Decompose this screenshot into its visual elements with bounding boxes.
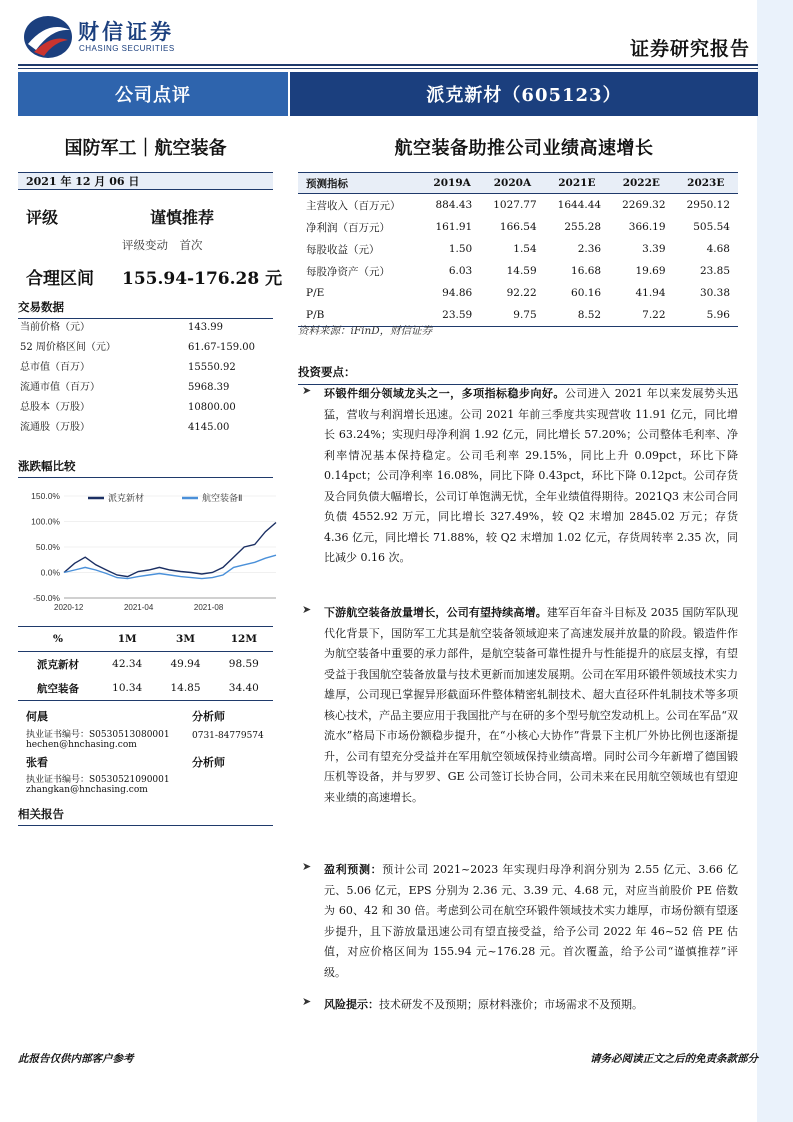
logo-text-en: CHASING SECURITIES [79, 44, 175, 53]
forecast-cell: 166.54 [499, 221, 537, 233]
logo-text-cn: 财信证券 [78, 19, 174, 44]
rating-change: 评级变动 首次 [122, 238, 203, 252]
trade-row-value: 61.67-159.00 [188, 342, 255, 353]
forecast-cell: 2950.12 [686, 199, 730, 211]
bullet-item [298, 860, 738, 983]
forecast-cell: 4.68 [706, 243, 730, 255]
perf-header-12m: 12M [215, 627, 273, 652]
trade-row-label: 流通市值（百万） [20, 382, 100, 393]
forecast-cell: 41.94 [635, 287, 666, 299]
perf-header-pct: % [18, 627, 98, 652]
trade-row [18, 318, 273, 338]
perf-cell: 14.85 [156, 676, 214, 701]
chart-legend-label: 航空装备Ⅱ [202, 494, 243, 504]
chart-series-line-1 [64, 523, 276, 577]
report-date: 2021 年 12 月 06 日 [18, 172, 273, 190]
perf-cell: 42.34 [112, 658, 143, 670]
related-reports-title: 相关报告 [18, 806, 273, 826]
chart-legend-label: 派克新材 [108, 494, 145, 504]
perf-header-1m: 1M [98, 627, 156, 652]
bullet-arrow-icon: ➤ [302, 860, 312, 873]
table-row [298, 238, 738, 260]
forecast-cell: 6.03 [448, 265, 473, 277]
perf-table [18, 626, 273, 701]
logo-emblem-icon [22, 14, 74, 60]
bullet-item [298, 603, 738, 808]
forecast-cell: 366.19 [628, 221, 666, 233]
trade-row-value: 15550.92 [188, 362, 236, 373]
perf-header-3m: 3M [156, 627, 214, 652]
chart-ytick-label: 0.0% [40, 567, 60, 578]
chart-series-line-2 [64, 555, 276, 578]
forecast-cell: 3.39 [642, 243, 666, 255]
target-range-value: 155.94-176.28 元 [122, 269, 283, 289]
table-row [18, 676, 273, 701]
bullet-arrow-icon: ➤ [302, 995, 312, 1008]
trade-row-label: 总股本（万股） [20, 402, 90, 413]
bullet-item [298, 384, 738, 569]
chart-ytick-label: -50.0% [33, 593, 60, 603]
chart-ytick-label: 150.0% [31, 491, 60, 501]
rating-label: 评级 [26, 208, 59, 227]
analyst-email[interactable]: hechen@hnchasing.com [26, 740, 137, 750]
bullet-heading: 盈利预测： [324, 863, 383, 876]
bullet-text: 公司进入 2021 年以来发展势头迅猛，营收与利润增长迅速。公司 2021 年前三季度共实现营收 11.91 亿元，同比增长 63.24%；实现归母净利润 1.92 亿元，同比增长 57.20%；公司整体毛利率、净利率情况基本保持稳定。公司毛利率 29.15%，同比上升 0.09pct，环比下降 0.14pct；公司净利率 16.08%，同比下降 0.43pct，环比下降 0.12pct。公司存货及合同负债大幅增长，公司订单饱满无忧，全年业绩值得期待。2021Q3 末公司合同负债 4552.92 万元，同比增长 327.49%，较 Q2 末增加 2845.02 万元；存货 4.36 亿元，同比增长 71.88%，较 Q2 末增加 1.02 亿元，存货周转率 2.35 次，同比减少 0.16 次。 [324, 387, 738, 564]
perf-cell: 98.59 [228, 658, 259, 670]
forecast-cell: 30.38 [699, 287, 730, 299]
forecast-cell: 7.22 [609, 304, 673, 327]
forecast-header: 预测指标 [298, 173, 424, 194]
target-range-label: 合理区间 [26, 269, 94, 289]
forecast-row-label: 主营收入（百万元） [306, 199, 401, 212]
forecast-cell: 1.54 [513, 243, 537, 255]
perf-row-name: 派克新材 [37, 658, 80, 671]
bullet-text: 技术研发不及预期；原材料涨价；市场需求不及预期。 [379, 998, 643, 1011]
bullet-item [298, 995, 738, 1016]
forecast-row-label: 每股净资产（元） [306, 265, 390, 278]
bullet-heading: 环锻件细分领域龙头之一，多项指标稳步向好。 [324, 387, 565, 400]
rating-value: 谨慎推荐 [150, 208, 215, 227]
trade-row-value: 5968.39 [188, 382, 230, 393]
trade-data-title: 交易数据 [18, 299, 273, 319]
forecast-row-label: 每股收益（元） [306, 243, 380, 256]
perf-compare-title: 涨跌幅比较 [18, 458, 273, 478]
trade-row-label: 当前价格（元） [20, 322, 90, 333]
trade-row-value: 4145.00 [188, 422, 230, 433]
trade-row-label: 流通股（万股） [20, 422, 90, 433]
perf-cell: 49.94 [170, 658, 201, 670]
trade-row [18, 418, 273, 438]
forecast-cell: 19.69 [635, 265, 666, 277]
forecast-cell: 9.75 [480, 304, 544, 327]
report-title: 航空装备助推公司业绩高速增长 [394, 138, 654, 159]
trade-row-value: 143.99 [188, 322, 223, 333]
trade-row [18, 338, 273, 358]
trade-row-value: 10800.00 [188, 402, 236, 413]
forecast-cell: 94.86 [442, 287, 473, 299]
bullet-heading: 下游航空装备放量增长，公司有望持续高增。 [324, 606, 547, 619]
analyst-email[interactable]: zhangkan@hnchasing.com [26, 785, 148, 795]
industry-label: 国防军工｜航空装备 [64, 138, 227, 159]
forecast-header: 2021E [545, 173, 609, 194]
analyst-cert: 执业证书编号：S0530513080001 [26, 730, 170, 740]
trade-row-label: 总市值（百万） [20, 362, 90, 373]
bullet-text: 预计公司 2021~2023 年实现归母净利润分别为 2.55 亿元、3.66 亿元、5.06 亿元，EPS 分别为 2.36 元、3.39 元、4.68 元，对应当前股价 PE 倍数为 60、42 和 30 倍。考虑到公司在航空环锻件领域技术实力雄厚，市场份额有望逐步提升，且下游放量迅速公司有望直接受益，给予公司 2022 年 46~52 倍 PE 估值，对应价格区间为 155.94 元~176.28 元。首次覆盖，给予公司“谨慎推荐”评级。 [324, 863, 739, 979]
analyst-phone: 0731-84779574 [192, 731, 264, 741]
forecast-cell: 23.85 [699, 265, 730, 277]
chart-ytick-label: 50.0% [35, 542, 60, 552]
forecast-row-label: P/B [298, 304, 424, 327]
bullet-arrow-icon: ➤ [302, 384, 312, 397]
forecast-cell: 2.36 [577, 243, 602, 255]
analyst-cert: 执业证书编号：S0530521090001 [26, 775, 170, 785]
forecast-cell: 1.50 [448, 243, 473, 255]
forecast-cell: 884.43 [435, 199, 473, 211]
bullet-heading: 风险提示： [324, 998, 379, 1011]
chart-xtick-label: 2020-12 [54, 603, 84, 612]
forecast-cell: 161.91 [435, 221, 473, 233]
report-type-band: 公司点评 [18, 72, 288, 116]
perf-cell: 34.40 [215, 676, 273, 701]
forecast-header: 2019A [424, 173, 480, 194]
forecast-cell: 5.96 [674, 304, 738, 327]
perf-cell: 10.34 [98, 676, 156, 701]
doc-type: 证券研究报告 [629, 38, 750, 60]
footer-note: 此报告仅供内部客户参考 [18, 1053, 134, 1065]
table-row [298, 282, 738, 304]
forecast-cell: 505.54 [693, 221, 730, 233]
forecast-header: 2020A [480, 173, 544, 194]
forecast-header: 2022E [609, 173, 673, 194]
right-edge-strip [757, 0, 793, 1122]
perf-row-name: 航空装备 [18, 676, 98, 701]
chart-xtick-label: 2021-08 [193, 603, 224, 612]
forecast-cell: 2269.32 [622, 199, 666, 211]
perf-line-chart [18, 484, 280, 614]
forecast-cell: 8.52 [545, 304, 609, 327]
chart-ytick-label: 100.0% [31, 516, 60, 527]
chart-xtick-label: 2021-04 [123, 603, 154, 612]
trade-row [18, 378, 273, 398]
stock-name-band: 派克新材（605123） [290, 72, 758, 116]
analyst-role: 分析师 [192, 710, 225, 723]
table-row [18, 652, 273, 677]
forecast-table [298, 172, 738, 327]
bullet-text: 建军百年奋斗目标及 2035 国防军队现代化背景下，国防军工尤其是航空装备领域迎来了高速发展并放量的阶段。锻造件作为航空装备中重要的承力部件，是航空装备可靠性提升与性能提升的底层支撑，有望受益于我国航空装备放量与技术更新而加速发展期。公司在军用环锻件领域技术实力雄厚，公司现已掌握异形截面环件整体精密轧制技术、超大直径环件轧制技术等多项核心技术，产品主要应用于我国批产与在研的多个型号航空发动机上。公司在军品“双流水”格局下市场份额稳步提升，在“小核心大协作”背景下主机厂外协比例也逐渐提升，公司有望充分受益并在军用航空领域保持业绩高增。同时公司今年新增了德国锻压机等设备，并与罗罗、GE 公司签订长协合同，公司未来在民用航空领域也有望迎来业绩的高速增长。 [324, 606, 738, 804]
forecast-cell: 16.68 [571, 265, 602, 277]
forecast-cell: 1027.77 [493, 199, 537, 211]
forecast-cell: 60.16 [571, 287, 602, 299]
investment-points-title: 投资要点： [298, 364, 738, 385]
analyst-name: 何晨 [26, 710, 48, 723]
forecast-row-label: P/E [306, 287, 325, 299]
header-rule [18, 64, 758, 66]
analyst-role: 分析师 [192, 756, 225, 769]
header-rule-thin [18, 68, 758, 69]
forecast-cell: 14.59 [506, 265, 537, 277]
footer-disclaimer: 请务必阅读正文之后的免责条款部分 [590, 1053, 758, 1065]
forecast-cell: 92.22 [506, 287, 537, 299]
table-row [298, 216, 738, 238]
forecast-cell: 23.59 [424, 304, 480, 327]
trade-row [18, 398, 273, 418]
forecast-cell: 255.28 [564, 221, 602, 233]
table-row [298, 260, 738, 282]
table-row [298, 194, 738, 217]
forecast-cell: 1644.44 [557, 199, 602, 211]
analyst-name: 张看 [26, 756, 48, 769]
forecast-row-label: 净利润（百万元） [306, 221, 390, 234]
forecast-header: 2023E [674, 173, 738, 194]
company-logo [22, 14, 182, 60]
trade-row-label: 52 周价格区间（元） [20, 342, 116, 353]
bullet-arrow-icon: ➤ [302, 603, 312, 616]
trade-row [18, 358, 273, 378]
table-source: 资料来源：iFinD，财信证券 [298, 325, 433, 337]
